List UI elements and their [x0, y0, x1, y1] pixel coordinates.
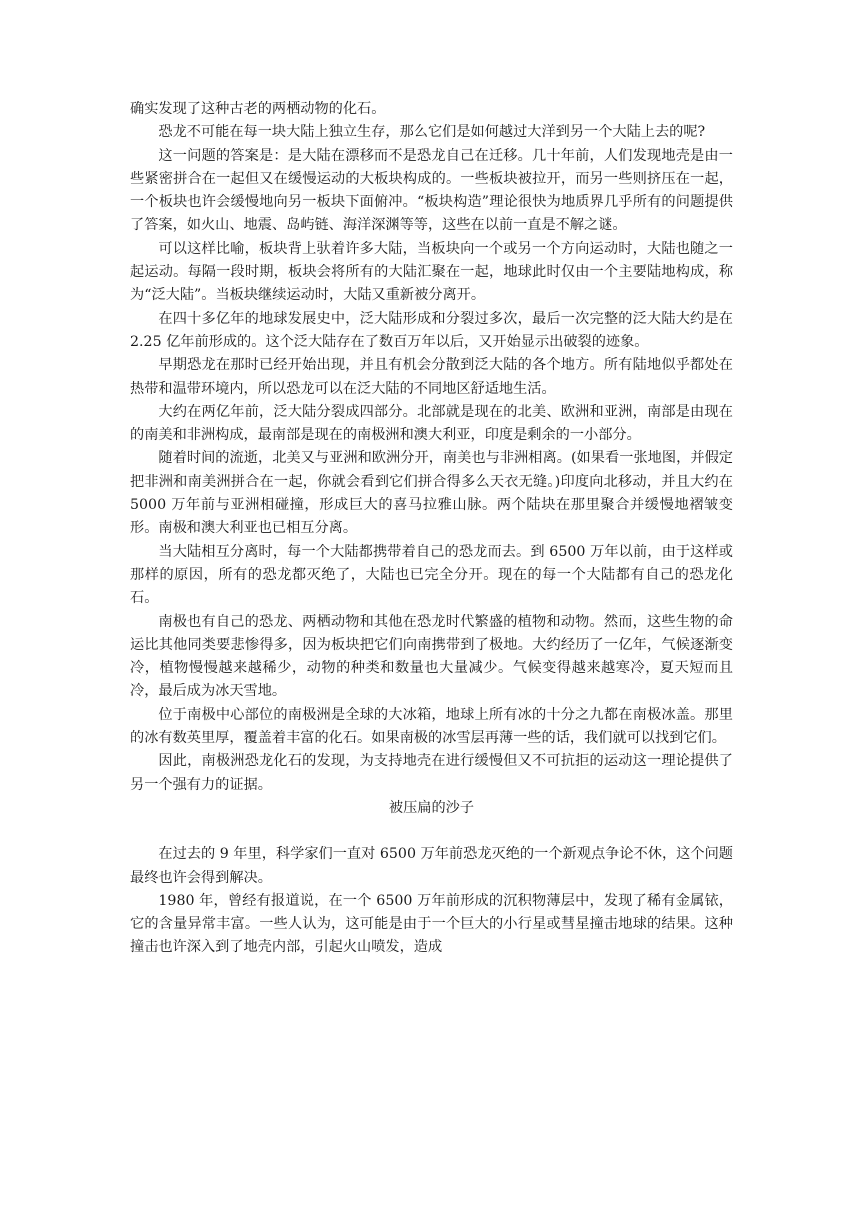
paragraph: 1980 年，曾经有报道说，在一个 6500 万年前形成的沉积物薄层中，发现了稀有金属铱，它的含量异常丰富。一些人认为，这可能是由于一个巨大的小行星或彗星撞击地球的结果。这种撞击也许深入到了地壳内部，引起火山喷发，造成	[130, 892, 733, 956]
paragraph: 随着时间的流逝，北美又与亚洲和欧洲分开，南美也与非洲相离。(如果看一张地图，并假定把非洲和南美洲拼合在一起，你就会看到它们拼合得多么天衣无缝。)印度向北移动，并且大约在 5000 万年前与亚洲相碰撞，形成巨大的喜马拉雅山脉。两个陆块在那里聚合并缓慢地褶皱变形。南极和澳大利亚也已相互分离。	[130, 450, 733, 537]
paragraph: 在过去的 9 年里，科学家们一直对 6500 万年前恐龙灭绝的一个新观点争论不休，这个问题最终也许会得到解决。	[130, 846, 733, 886]
paragraph: 这一问题的答案是：是大陆在漂移而不是恐龙自己在迁移。几十年前，人们发现地壳是由一些紧密拼合在一起但又在缓慢运动的大板块构成的。一些板块被拉开，而另一些则挤压在一起，一个板块也许会缓慢地向另一板块下面俯冲。“板块构造”理论很快为地质界几乎所有的问题提供了答案，如火山、地震、岛屿链、海洋深渊等等，这些在以前一直是不解之谜。	[130, 147, 733, 234]
paragraph: 恐龙不可能在每一块大陆上独立生存，那么它们是如何越过大洋到另一个大陆上去的呢?	[158, 124, 706, 141]
paragraph: 当大陆相互分离时，每一个大陆都携带着自己的恐龙而去。到 6500 万年以前，由于这样或那样的原因，所有的恐龙都灭绝了，大陆也已完全分开。现在的每一个大陆都有自己的恐龙化石。	[130, 543, 733, 607]
paragraph: 早期恐龙在那时已经开始出现，并且有机会分散到泛大陆的各个地方。所有陆地似乎都处在热带和温带环境内，所以恐龙可以在泛大陆的不同地区舒适地生活。	[130, 357, 733, 397]
document-page	[130, 98, 733, 960]
paragraph: 在四十多亿年的地球发展史中，泛大陆形成和分裂过多次，最后一次完整的泛大陆大约是在 2.25 亿年前形成的。这个泛大陆存在了数百万年以后，又开始显示出破裂的迹象。	[130, 310, 733, 350]
paragraph: 因此，南极洲恐龙化石的发现，为支持地壳在进行缓慢但又不可抗拒的运动这一理论提供了另一个强有力的证据。	[130, 753, 733, 793]
paragraph: 南极也有自己的恐龙、两栖动物和其他在恐龙时代繁盛的植物和动物。然而，这些生物的命运比其他同类要悲惨得多，因为板块把它们向南携带到了极地。大约经历了一亿年，气候逐渐变冷，植物慢慢越来越稀少，动物的种类和数量也大量减少。气候变得越来越寒冷，夏天短而且冷，最后成为冰天雪地。	[130, 613, 733, 700]
paragraph: 位于南极中心部位的南极洲是全球的大冰箱，地球上所有冰的十分之九都在南极冰盖。那里的冰有数英里厚，覆盖着丰富的化石。如果南极的冰雪层再薄一些的话，我们就可以找到它们。	[130, 706, 733, 747]
section-title: 被压扁的沙子	[388, 799, 475, 816]
paragraph: 可以这样比喻，板块背上驮着许多大陆，当板块向一个或另一个方向运动时，大陆也随之一起运动。每隔一段时期，板块会将所有的大陆汇聚在一起，地球此时仅由一个主要陆地构成，称为“泛大陆”。当板块继续运动时，大陆又重新被分离开。	[130, 240, 733, 304]
section-spacer	[130, 820, 733, 843]
paragraph: 确实发现了这种古老的两栖动物的化石。	[130, 101, 386, 117]
paragraph: 大约在两亿年前，泛大陆分裂成四部分。北部就是现在的北美、欧洲和亚洲，南部是由现在的南美和非洲构成，最南部是现在的南极洲和澳大利亚，印度是剩余的一小部分。	[130, 403, 733, 444]
